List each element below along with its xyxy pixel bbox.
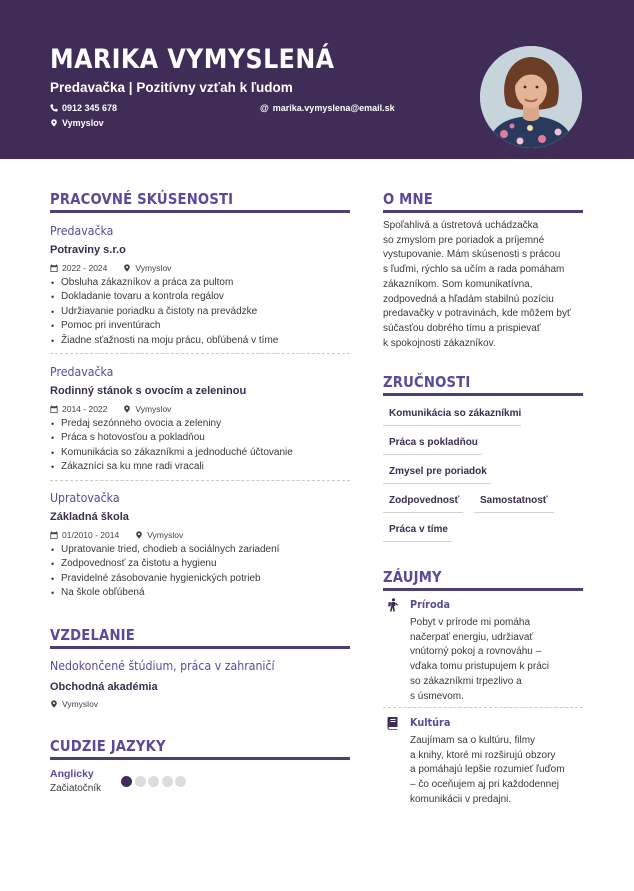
job-company: Základná škola <box>50 511 129 523</box>
email-text: marika.vymyslena@email.sk <box>272 103 395 113</box>
book-icon <box>386 716 400 730</box>
job-bullets <box>50 417 293 475</box>
about-line: k spokojnosti zákazníkov. <box>383 337 496 349</box>
section-title-experience: PRACOVNÉ SKÚSENOSTI <box>50 190 234 208</box>
rating-dot <box>135 776 146 787</box>
about-line: vystupovanie. Mám skúsenosti s prácou <box>383 249 561 261</box>
list-item: • Predaj sezónneho ovocia a zeleniny <box>50 417 293 431</box>
calendar-icon <box>50 264 58 272</box>
skill-tag: Práca v tíme <box>383 521 452 542</box>
interest-line: a pomáhajú lepšie rozumieť ľuďom <box>410 764 565 776</box>
list-item: • Udržiavanie poriadku a čistoty na prevádzke <box>50 305 278 319</box>
job-dates: 2014 - 2022 <box>62 404 108 414</box>
job-title: Upratovačka <box>50 490 120 505</box>
email-contact[interactable] <box>260 103 395 113</box>
interest-line: načerpať energiu, udržiavať <box>410 631 534 643</box>
job-location: Vymyslov <box>147 530 184 540</box>
section-title-about: O MNE <box>383 190 433 208</box>
interest-line: – čo oceňujem aj pri každodennej <box>410 779 559 791</box>
about-line: so zmyslom pre poriadok a príjemné <box>383 234 545 246</box>
interest-line: Zaujímam sa o kultúru, filmy <box>410 735 536 746</box>
about-line: s ľuďmi, rýchlo sa učím a rada pomáham <box>383 264 565 276</box>
interest-line: vnútorný pokoj a rovnováhu – <box>410 646 542 658</box>
location-contact <box>50 118 104 128</box>
skill-tag: Zmysel pre poriadok <box>383 463 491 484</box>
header-banner <box>0 0 634 159</box>
interest-line: s úsmevom. <box>410 690 464 702</box>
rating-dot <box>162 776 173 787</box>
section-rule <box>383 588 583 591</box>
job-dates: 01/2010 - 2014 <box>62 530 120 540</box>
location-text: Vymyslov <box>62 118 104 128</box>
job-meta <box>50 404 171 414</box>
education-title: Nedokončené štúdium, práca v zahraničí <box>50 658 275 673</box>
section-title-skills: ZRUČNOSTI <box>383 373 471 391</box>
divider <box>50 480 350 481</box>
about-line: Spoľahlivá a ústretová uchádzačka <box>383 220 539 231</box>
list-item: • Žiadne sťažnosti na moju prácu, obľúbená v tíme <box>50 334 278 348</box>
interest-line: a knihy, ktoré mi rozširujú obzory <box>410 749 556 761</box>
job-title: Predavačka <box>50 364 114 379</box>
list-item: • Upratovanie tried, chodieb a sociálnych zariadení <box>50 543 279 557</box>
list-item: • Na škole obľúbená <box>50 586 279 600</box>
rating-dot <box>121 776 132 787</box>
section-rule <box>50 646 350 649</box>
section-title-languages: CUDZIE JAZYKY <box>50 737 166 755</box>
about-line: predavačky v potravinách, kde môžem byť <box>383 308 571 320</box>
job-title: Predavačka <box>50 223 114 238</box>
location-pin-icon <box>135 531 143 539</box>
hiking-person-icon <box>386 598 400 612</box>
candidate-subtitle: Predavačka | Pozitívny vzťah k ľudom <box>50 80 293 95</box>
portrait-illustration <box>480 46 582 148</box>
rating-dot <box>148 776 159 787</box>
interest-title: Príroda <box>410 598 451 611</box>
location-pin-icon <box>50 119 58 127</box>
section-rule <box>50 757 350 760</box>
about-text <box>383 219 583 351</box>
job-meta <box>50 263 171 273</box>
list-item: • Dokladanie tovaru a kontrola regálov <box>50 290 278 304</box>
profile-photo <box>480 46 582 148</box>
location-pin-icon <box>123 405 131 413</box>
rating-dot <box>175 776 186 787</box>
candidate-name: MARIKA VYMYSLENÁ <box>50 44 335 75</box>
skill-tag: Komunikácia so zákazníkmi <box>383 405 521 426</box>
section-rule <box>383 210 583 213</box>
list-item: • Obsluha zákazníkov a práca za pultom <box>50 276 278 290</box>
phone-contact[interactable] <box>50 103 117 113</box>
education-meta <box>50 699 98 709</box>
job-location: Vymyslov <box>135 404 172 414</box>
interest-text <box>410 616 549 704</box>
interest-line: vďaka tomu pristupujem k práci <box>410 661 549 673</box>
job-location: Vymyslov <box>135 263 172 273</box>
calendar-icon <box>50 531 58 539</box>
interest-line: so zákazníkmi trpezlivo a <box>410 675 522 687</box>
section-title-education: VZDELANIE <box>50 626 135 644</box>
about-line: súčasťou dobrého tímu a prispievať <box>383 322 541 334</box>
skill-tag: Práca s pokladňou <box>383 434 482 455</box>
calendar-icon <box>50 405 58 413</box>
job-company: Potraviny s.r.o <box>50 244 126 256</box>
at-icon: @ <box>260 103 269 113</box>
divider <box>50 353 350 354</box>
job-meta <box>50 530 183 540</box>
skill-tag: Zodpovednosť <box>383 492 463 513</box>
language-level: Začiatočník <box>50 783 102 794</box>
location-pin-icon <box>123 264 131 272</box>
section-rule <box>383 393 583 396</box>
job-bullets <box>50 276 278 348</box>
list-item: • Komunikácia so zákazníkmi a jednoduché účtovanie <box>50 446 293 460</box>
list-item: • Práca s hotovosťou a pokladňou <box>50 431 293 445</box>
about-line: zodpovedná a hľadám stabilnú pozíciu <box>383 293 554 305</box>
list-item: • Pravidelné zásobovanie hygienických potrieb <box>50 572 279 586</box>
location-pin-icon <box>50 700 58 708</box>
list-item: • Pomoc pri inventúrach <box>50 319 278 333</box>
interest-line: komunikácii v predajni. <box>410 793 512 805</box>
phone-text: 0912 345 678 <box>62 103 118 113</box>
section-title-interests: ZÁUJMY <box>383 568 442 586</box>
phone-icon <box>50 104 58 112</box>
interest-line: Pobyt v prírode mi pomáha <box>410 617 531 628</box>
job-bullets <box>50 543 279 601</box>
skill-tag: Samostatnosť <box>474 492 554 513</box>
job-company: Rodinný stánok s ovocím a zeleninou <box>50 385 247 397</box>
interest-text <box>410 734 565 808</box>
list-item: • Zákazníci sa ku mne radi vracali <box>50 460 293 474</box>
list-item: • Zodpovednosť za čistotu a hygienu <box>50 557 279 571</box>
divider <box>383 707 583 708</box>
about-line: zákazníkom. Som komunikatívna, <box>383 278 533 290</box>
education-school: Obchodná akadémia <box>50 681 158 693</box>
section-rule <box>50 210 350 213</box>
language-name: Anglicky <box>50 768 94 780</box>
education-location: Vymyslov <box>62 699 99 709</box>
job-dates: 2022 - 2024 <box>62 263 108 273</box>
interest-title: Kultúra <box>410 716 451 729</box>
